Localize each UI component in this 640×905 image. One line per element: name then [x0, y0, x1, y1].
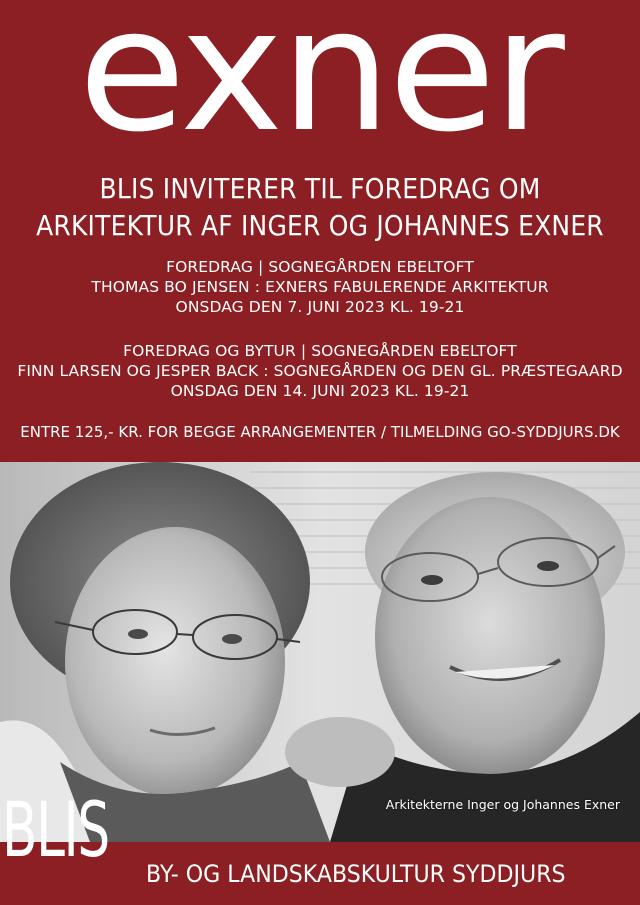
blis-logo: BLIS	[2, 785, 109, 874]
event-venue: FOREDRAG OG BYTUR | SOGNEGÅRDEN EBELTOFT	[123, 342, 517, 360]
photo-caption: Arkitekterne Inger og Johannes Exner	[385, 797, 620, 812]
organization-name: BY- OG LANDSKABSKULTUR SYDDJURS	[146, 860, 566, 888]
event-speaker: THOMAS BO JENSEN : EXNERS FABULERENDE ARKITEKTUR	[91, 278, 549, 296]
event-date: ONSDAG DEN 14. JUNI 2023 KL. 19-21	[170, 382, 470, 400]
headline-line: BLIS INVITERER TIL FOREDRAG OM	[99, 172, 541, 205]
event-block-1	[0, 257, 640, 317]
event-block-2	[0, 341, 640, 401]
headline	[0, 170, 640, 244]
entry-info: ENTRE 125,- KR. FOR BEGGE ARRANGEMENTER / TILMELDING GO-SYDDJURS.DK	[20, 423, 620, 441]
poster-title: exner	[78, 0, 562, 170]
event-venue: FOREDRAG | SOGNEGÅRDEN EBELTOFT	[166, 258, 474, 276]
event-date: ONSDAG DEN 7. JUNI 2023 KL. 19-21	[175, 298, 465, 316]
headline-line: ARKITEKTUR AF INGER OG JOHANNES EXNER	[36, 209, 604, 242]
event-speaker: FINN LARSEN OG JESPER BACK : SOGNEGÅRDEN OG DEN GL. PRÆSTEGAARD	[17, 362, 623, 380]
